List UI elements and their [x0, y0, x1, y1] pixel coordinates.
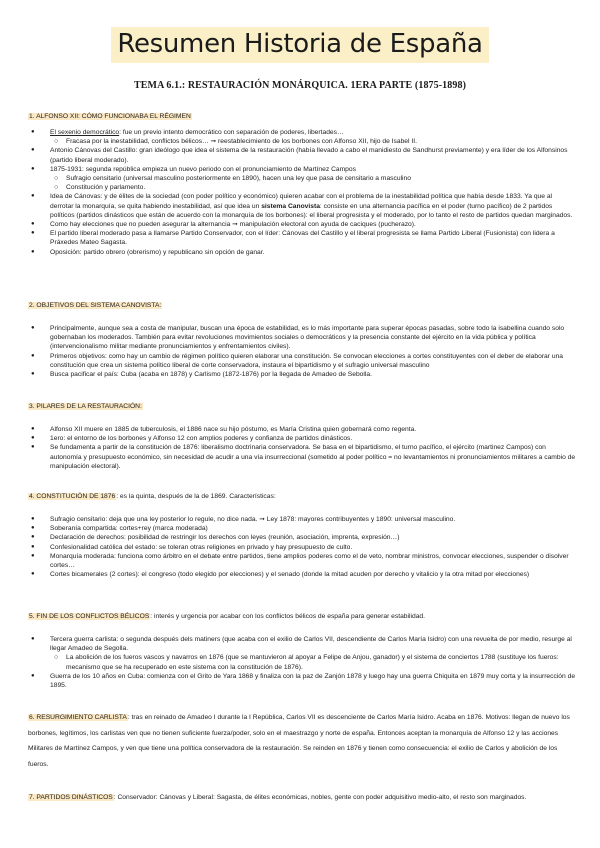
title-wrap [0, 27, 600, 63]
list-item-text: Ya que al derrotar la monarquía, se quita habiendo inestabilidad, así que idea un [50, 193, 553, 210]
section-4-heading [28, 492, 576, 501]
section-1-heading [28, 112, 576, 121]
list-item: ● Monarquía moderada: funciona como árbitro en el debate entre partidos, tiene amplios poderes como el de veto, nombrar ministros, convocar elecciones, suspender o disolver cortes… [28, 552, 576, 570]
list-item [28, 128, 576, 137]
list-item: ● Guerra de los 10 años en Cuba: comienza con el Grito de Yara 1868 y finaliza con la paz de Zanjón 1878 y luego hay una guerra Chiquita en 1879 muy corta y la insurrección de 1895. [28, 672, 576, 690]
list-item: ● Tercera guerra carlista: o segunda después dels matiners (que acaba con el exilio de Carlos VII, descendiente de Carlos María Isidro) con una revuelta de por medio, resurge al llegar Amadeo de Segolla. [28, 635, 576, 653]
section-4-heading-text: 4. CONSTITUCIÓN DE 1876 [29, 493, 116, 500]
sub-list-item: ○ Fracasa por la inestabilidad, conflictos bélicos… ➞ reestablecimiento de los borbones con Alfonso XII, hijo de Isabel II. [28, 137, 576, 146]
section-1-heading-text: 1. ALFONSO XII: CÓMO FUNCIONABA EL RÉGIMEN [29, 113, 191, 120]
section-5 [28, 612, 576, 690]
list-item: ● El partido liberal moderado pasa a llamarse Partido Conservador, con el líder: Cánovas del Castillo y el liberal progresista se llama Partido Liberal (Fusionista) con lidera a Práxedes Mateo Sagasta. [28, 229, 576, 247]
section-6 [28, 710, 576, 772]
section-7 [28, 793, 576, 802]
list-item: ● 1875-1931: segunda república empieza un nuevo periodo con el pronunciamiento de Martínez Campos [28, 165, 576, 174]
section-3-list [28, 425, 576, 471]
section-6-text: : tras en reinado de Amadeo I durante la I República, Carlos VII es descenciente de Carlos María Isidro. Acaba en 1876. Motivos: llegan de nuevo los borbones, legítimos, los carlistas ven que no tienen suficiente fuerza/poder, solo en el maestrazgo y norte de españa. Entonces aceptan la monarquía de Alfonso 12 y las acciones Militares de Martínez Campos, y ven que tiene una política conservadora de la restauración. Se reinden en 1876 y tienen como consecuencia: el exilio de Carlos y abolición de los fueros. [28, 714, 570, 768]
section-3-heading [28, 402, 576, 411]
page-title: Resumen Historia de España [111, 27, 488, 63]
list-item: ● Se fundamenta a partir de la constitución de 1876: liberalismo doctrinaria conservadora. Se basa en el bipartidismo, el turno pacífico, el ejército (martinez Campos) con autonomía y presupuesto económico, sin necesidad de acudir a una vía insurreccional (sometido al poder político = no levantamientos ni pronunciamientos militares a cambio de manipulación electoral). [28, 443, 576, 471]
list-item: ● Busca pacificar el país: Cuba (acaba en 1878) y Carlismo (1872-1876) por la llegada de Amadeo de Sebolla. [28, 370, 576, 379]
section-4 [28, 492, 576, 579]
underlined-term: El sexenio democrático [50, 129, 120, 136]
section-5-heading-tail: : interés y urgencia por acabar con los conflictos bélicos de españa para generar estabilidad. [150, 613, 426, 620]
section-5-heading-text: 5. FIN DE LOS CONFLICTOS BÉLICOS [29, 613, 150, 620]
bold-term: sistema Canovista [261, 202, 320, 210]
list-item-text: : fue un previo intento democrático con separación de poderes, libertades… [119, 129, 344, 136]
section-1-list [28, 128, 576, 257]
section-7-heading-text: 7. PARTIDOS DINÁSTICOS [29, 794, 113, 801]
section-1 [28, 112, 576, 257]
list-item: ● Cortes bicamerales (2 cortes): el congreso (todo elegido por elecciones) y el senado (donde la mitad acuden por derecho y vitalicio y la otra mitad por elecciones) [28, 570, 576, 579]
list-item: ● 1ero: el entorno de los borbones y Alfonso 12 con amplios poderes y confianza de partidos dinásticos. [28, 434, 576, 443]
section-4-list [28, 515, 576, 579]
list-item: ● Primeros objetivos: como hay un cambio de régimen político quieren elaborar una constitución. Se convocan elecciones a cortes constituyentes con el deber de elaborar una constitución que crea un sistema político liberal de corte conservadora, instaura el bipartidismo y el sufragio universal masculino [28, 352, 576, 370]
section-5-list [28, 635, 576, 690]
list-item: ● Antonio Cánovas del Castillo: gran ideólogo que idea el sistema de la restauración (había llevado a cabo el manidiesto de Sandhurst previamente) y era líder de los Alfonsinos (partido liberal moderado). [28, 146, 576, 164]
sub-list-item: ○ Constitución y parlamento. [28, 183, 576, 192]
section-3 [28, 402, 576, 471]
sub-list-item: ○ La abolición de los fueros vascos y navarros en 1876 (que se mantuvieron al apoyar a Felipe de Anjou, ganador) y el sistema de conciertos 1788 (sustituye los fueros: mecanismo que se ha recuperado en este sistema con la constitución de 1876). [28, 653, 576, 671]
list-item-text: Idea de Cánovas: y de élites de la sociedad (con poder político y económico) quieren acabar con el problema de la inestabilidad política que había desde 1833. [50, 193, 523, 201]
sub-list-item: ○ Sufragio censitario (universal masculino posteriormente en 1890), hacen una ley que pasa de censitario a masculino [28, 174, 576, 183]
section-2-heading [28, 301, 576, 310]
section-6-heading-text: 6. RESURGIMIENTO CARLISTA [29, 714, 127, 721]
list-item: ● Principalmente, aunque sea a costa de manipular, buscan una época de estabilidad, es lo más importante para superar épocas pasadas, sobre todo la isabellina cuando solo gobernaban los moderados. También para evitar revoluciones movimientos sociales o democráticos y la presencia constante del ejército en la vida pública y política (intervencionalismo militar mediante pronunciamientos y enfrentamientos civiles). [28, 324, 576, 352]
list-item-text: : consiste en una alternancia pacífica en el poder (turno pacífico) de 2 partidos políticos (partidos dinásticos que están de acuerdo con la monarquía de los borbones): el liberal progresista y el moderado, por lo tanto el resto de partidos quedan marginados. [50, 202, 573, 219]
list-item: ● Como hay elecciones que no pueden asegurar la alternancia ➞ manipulación electoral con ayuda de caciques (pucherazo). [28, 220, 576, 229]
list-item: ● Confesionalidad católica del estado: se toleran otras religiones en privado y hay presupuesto de culto. [28, 543, 576, 552]
list-item [28, 192, 576, 220]
list-item: ● Alfonso XII muere en 1885 de tuberculosis, el 1886 nace su hijo póstumo, es María Cristina quien gobernará como regenta. [28, 425, 576, 434]
section-7-text: : Conservador: Cánovas y Liberal: Sagasta, de élites económicas, nobles, gente con poder adquisitivo medio-alto, el resto son marginados. [113, 794, 527, 801]
section-3-heading-text: 3. PILARES DE LA RESTAURACIÓN: [29, 403, 142, 410]
section-2 [28, 301, 576, 379]
list-item: ● Sufragio censitario: deja que una ley posterior lo regule, no dice nada. ➞ Ley 1878: mayores contribuyentes y 1890: universal masculino. [28, 515, 576, 524]
list-item: ● Declaración de derechos: posibilidad de restringir los derechos con leyes (reunión, asociación, imprenta, expresión…) [28, 533, 576, 542]
section-4-heading-tail: : es la quinta, después de la de 1869. Características: [116, 493, 276, 500]
section-5-heading [28, 612, 576, 621]
list-item: ● Soberanía compartida: cortes+rey (marca moderada) [28, 524, 576, 533]
page-subtitle: TEMA 6.1.: RESTAURACIÓN MONÁRQUICA. 1ERA PARTE (1875-1898) [133, 80, 467, 91]
section-2-list [28, 324, 576, 379]
section-2-heading-text: 2. OBJETIVOS DEL SISTEMA CANOVISTA: [29, 302, 162, 309]
list-item: ● Oposición: partido obrero (obrerismo) y republicano sin opción de ganar. [28, 248, 576, 257]
